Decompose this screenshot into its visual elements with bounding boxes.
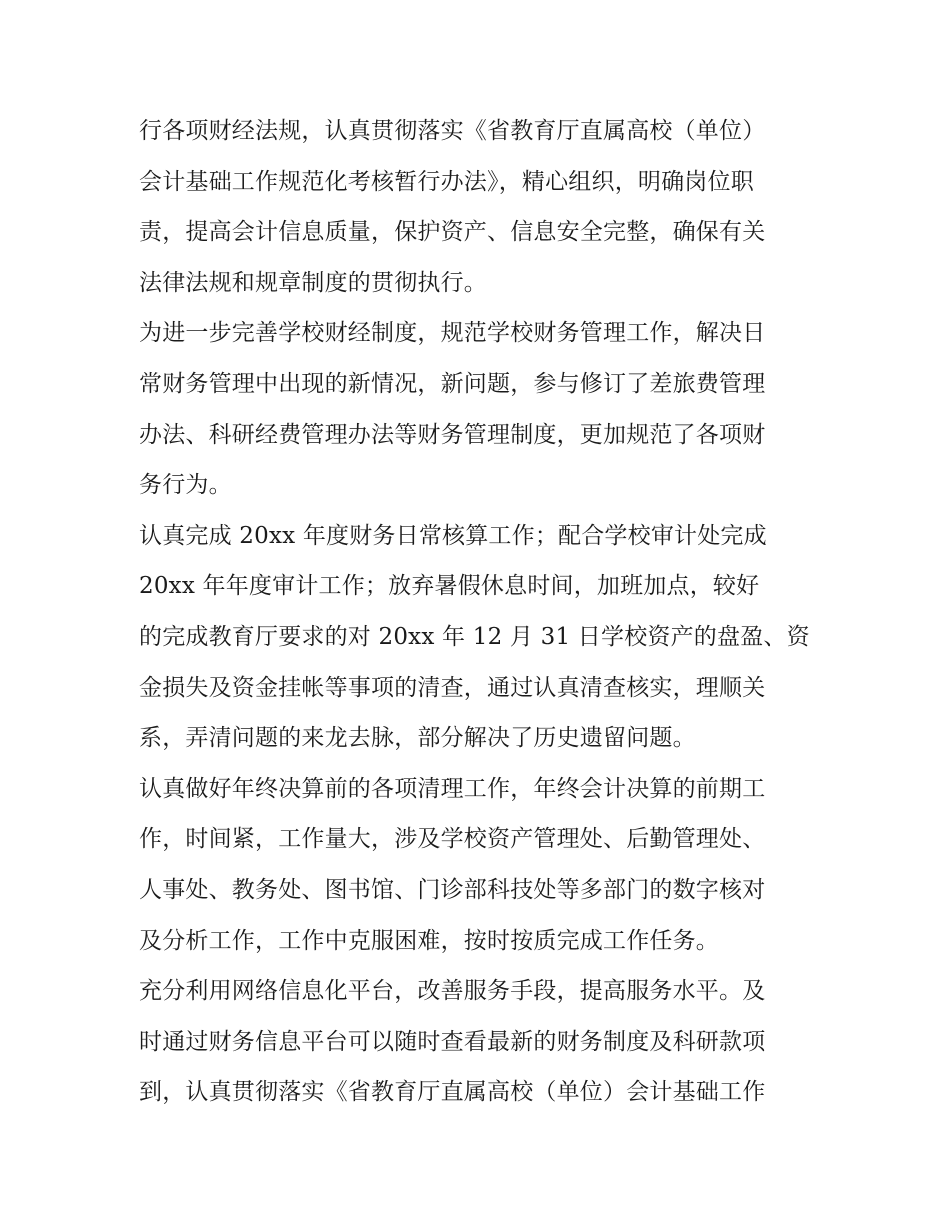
text-line: 常财务管理中出现的新情况，新问题，参与修订了差旅费管理: [139, 370, 766, 397]
text-line: 认真做好年终决算前的各项清理工作，年终会计决算的前期工: [139, 775, 766, 802]
text-line: 充分利用网络信息化平台，改善服务手段，提高服务水平。及: [139, 978, 766, 1005]
paragraph-5: [139, 966, 819, 1118]
paragraph-3: [139, 511, 819, 764]
text-line: 会计基础工作规范化考核暂行办法》，精心组织，明确岗位职: [139, 168, 754, 195]
text-line: 为进一步完善学校财经制度，规范学校财务管理工作，解决日: [139, 320, 766, 347]
text-line: 作，时间紧，工作量大，涉及学校资产管理处、后勤管理处、: [139, 826, 766, 853]
text-line: 到，认真贯彻落实《省教育厅直属高校（单位）会计基础工作: [139, 1079, 766, 1106]
text-line: 责，提高会计信息质量，保护资产、信息安全完整，确保有关: [139, 219, 766, 246]
paragraph-2: [139, 308, 819, 510]
text-line: 的完成教育厅要求的对 20xx 年 12 月 31 日学校资产的盘盈、资: [139, 623, 810, 650]
text-line: 人事处、教务处、图书馆、门诊部科技处等多部门的数字核对: [139, 876, 766, 903]
document-body: [139, 106, 819, 1118]
text-line: 法律法规和规章制度的贯彻执行。: [139, 269, 487, 296]
paragraph-1: [139, 106, 819, 308]
text-line: 系，弄清问题的来龙去脉，部分解决了历史遗留问题。: [139, 725, 696, 752]
text-line: 办法、科研经费管理办法等财务管理制度，更加规范了各项财: [139, 421, 766, 448]
text-line: 及分析工作，工作中克服困难，按时按质完成工作任务。: [139, 927, 719, 954]
paragraph-4: [139, 764, 819, 966]
text-line: 认真完成 20xx 年度财务日常核算工作；配合学校审计处完成: [139, 522, 767, 549]
text-line: 金损失及资金挂帐等事项的清查，通过认真清查核实，理顺关: [139, 674, 766, 701]
text-line: 20xx 年年度审计工作；放弃暑假休息时间，加班加点，较好: [139, 573, 760, 600]
text-line: 务行为。: [139, 472, 232, 499]
text-line: 行各项财经法规，认真贯彻落实《省教育厅直属高校（单位）: [139, 118, 766, 144]
text-line: 时通过财务信息平台可以随时查看最新的财务制度及科研款项: [139, 1028, 766, 1055]
